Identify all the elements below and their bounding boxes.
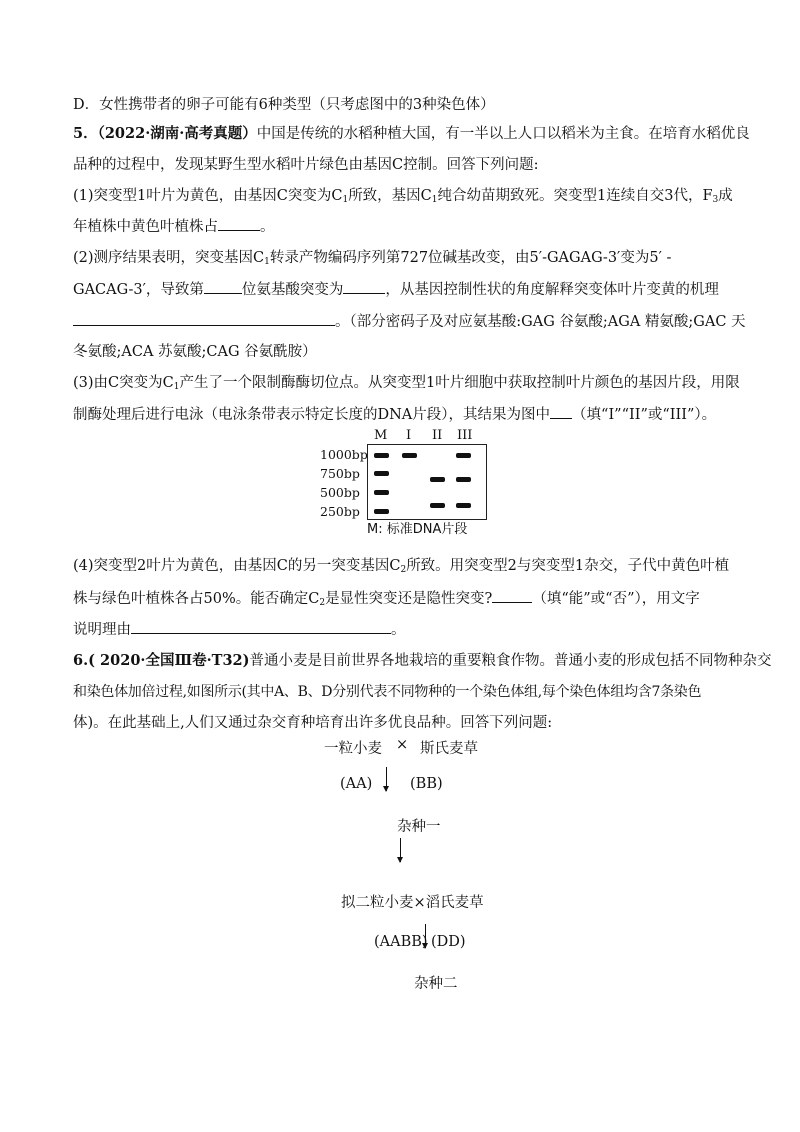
band-iii-750 (456, 477, 471, 482)
arrow-down-icon (386, 767, 387, 791)
parent-wild-emmer-cross: 拟二粒小麦×滔氏麦草 (341, 895, 484, 911)
band-i-1000 (402, 453, 417, 458)
band-ii-250 (430, 503, 445, 508)
q5-part4-line3: 说明理由 。 (73, 619, 406, 640)
answer-blank[interactable] (204, 279, 242, 294)
marker-1000bp: 1000bp (320, 447, 368, 462)
q6-intro-line3: 体)。在此基础上,人们又通过杂交育种培育出许多优良品种。回答下列问题: (73, 715, 553, 731)
band-m-1000 (374, 453, 389, 458)
lane-label-ii: II (432, 428, 443, 443)
band-m-750 (374, 471, 389, 476)
band-ii-750 (430, 477, 445, 482)
q6-number-source: 6.( 2020·全国Ⅲ卷·T32) (73, 652, 250, 669)
q5-source: （2022·湖南·高考真题） (97, 125, 257, 142)
band-m-250 (374, 509, 389, 514)
marker-500bp: 500bp (320, 485, 360, 500)
hybrid-two: 杂种二 (414, 976, 458, 992)
q5-part2-line2: GACAG-3′，导致第 位氨基酸突变为 ，从基因控制性状的角度解释突变体叶片变黄的机理 (73, 279, 719, 300)
genome-aa: (AA) (340, 776, 373, 792)
genome-aabb: (AABB) (374, 934, 428, 950)
arrow-down-icon (400, 838, 401, 862)
option-d: D．女性携带者的卵子可能有6种类型（只考虑图中的3种染色体） (73, 97, 495, 113)
gel-figure (320, 428, 490, 538)
answer-blank[interactable] (218, 216, 260, 231)
q6-intro-line1: 6.( 2020·全国Ⅲ卷·T32)普通小麦是目前世界各地栽培的重要粮食作物。普通小麦的形成包括不同物种杂交 (73, 652, 772, 669)
genome-bb: (BB) (410, 776, 443, 792)
marker-750bp: 750bp (320, 466, 360, 481)
marker-250bp: 250bp (320, 504, 360, 519)
q6-intro-line2: 和染色体加倍过程,如图所示(其中A、B、D分别代表不同物种的一个染色体组,每个染色体组均含7条染色 (73, 684, 702, 700)
band-iii-1000 (456, 453, 471, 458)
q5-part1-line2: 年植株中黄色叶植株占 。 (73, 216, 275, 237)
lane-label-m: M (374, 428, 388, 443)
q5-part3-line1: (3)由C突变为$C_1$产生了一个限制酶酶切位点。从突变型1叶片细胞中获取控制叶片颜色的基因片段，用限 (73, 375, 740, 392)
q5-part2-line4: 冬氨酸;ACA 苏氨酸;CAG 谷氨酰胺） (73, 344, 317, 360)
parent-aegilops-speltoides: 斯氏麦草 (420, 741, 478, 757)
answer-blank[interactable] (550, 404, 572, 419)
answer-blank[interactable] (73, 311, 335, 326)
parent-einkorn: 一粒小麦 (324, 741, 382, 757)
band-m-500 (374, 490, 389, 495)
q5-part1-line1: (1)突变型1叶片为黄色，由基因C突变为$C_1$所致，基因$C_1$纯合幼苗期致死。突变型1连续自交3代，$F_3$成 (73, 188, 733, 205)
cross-symbol: × (396, 737, 409, 753)
q5-part4-line2: 株与绿色叶植株各占50%。能否确定$C_2$是显性突变还是隐性突变? （填“能”或“否”），用文字 (73, 588, 700, 613)
hybrid-one: 杂种一 (397, 819, 441, 835)
lane-label-i: I (406, 428, 412, 443)
gel-box (367, 444, 487, 520)
lane-label-iii: III (457, 428, 473, 443)
q5-intro-line1 (73, 124, 750, 144)
genome-dd: (DD) (431, 934, 466, 950)
q5-part3-line2: 制酶处理后进行电泳（电泳条带表示特定长度的DNA片段），其结果为图中 （填“I”“II”或“III”）。 (73, 404, 716, 425)
q5-intro-text: 中国是传统的水稻种植大国，有一半以上人口以稻米为主食。在培育水稻优良 (256, 126, 750, 142)
answer-blank[interactable] (343, 279, 385, 294)
q5-part2-line3: 。（部分密码子及对应氨基酸:GAG 谷氨酸;AGA 精氨酸;GAC 天 (73, 311, 746, 332)
gel-caption: M: 标准DNA片段 (367, 522, 468, 537)
q5-intro-line2: 品种的过程中，发现某野生型水稻叶片绿色由基因C控制。回答下列问题: (73, 157, 539, 173)
q5-part4-line1: (4)突变型2叶片为黄色，由基因C的另一突变基因$C_2$所致。用突变型2与突变型1杂交，子代中黄色叶植 (73, 558, 730, 575)
band-iii-250 (456, 503, 471, 508)
answer-blank[interactable] (492, 588, 532, 603)
answer-blank[interactable] (131, 619, 391, 634)
q5-number: 5． (73, 125, 98, 142)
q5-part2-line1: (2)测序结果表明，突变基因$C_1$转录产物编码序列第727位碱基改变，由5′-GAGAG-3′变为5′ - (73, 250, 672, 267)
